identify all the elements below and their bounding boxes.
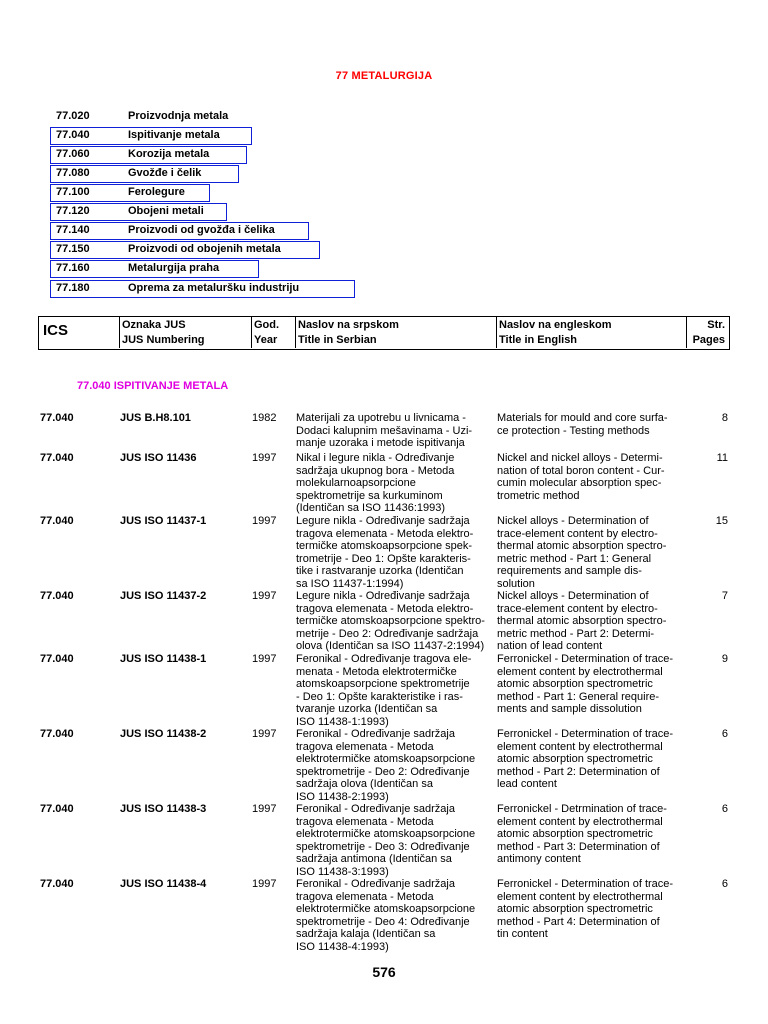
toc-item[interactable] bbox=[0, 184, 768, 202]
ics-code: 77.040 bbox=[40, 452, 74, 464]
toc-item[interactable] bbox=[0, 260, 768, 278]
title-english bbox=[497, 728, 692, 791]
title-english-line: Ferronickel - Determination of trace- bbox=[497, 878, 674, 890]
title-serbian bbox=[296, 878, 491, 953]
page-count: 6 bbox=[721, 728, 728, 740]
year: 1997 bbox=[252, 653, 277, 665]
title-serbian-line: elektrotermičke atomskoapsorpcione bbox=[296, 828, 476, 840]
title-serbian-line: trometrije - Deo 1: Opšte karakteris- bbox=[296, 552, 471, 565]
title-english-line: Nickel alloys - Determination of bbox=[497, 590, 649, 602]
title-serbian-line: spektrometrije - Deo 3: Određivanje bbox=[296, 840, 470, 853]
title-english-line: Nickel and nickel alloys - Determi- bbox=[497, 452, 663, 464]
title-serbian-line: Feronikal - Određivanje tragova ele- bbox=[296, 653, 472, 665]
toc-item[interactable] bbox=[0, 146, 768, 164]
page-count: 6 bbox=[721, 878, 728, 890]
toc-code: 77.080 bbox=[56, 167, 90, 179]
toc-item bbox=[0, 108, 768, 126]
title-english-line: solution bbox=[497, 577, 535, 590]
page-count: 7 bbox=[721, 590, 728, 602]
title-english-line: method - Part 4: Determination of bbox=[497, 915, 660, 928]
toc-item[interactable] bbox=[0, 241, 768, 259]
jus-number: JUS ISO 11438-3 bbox=[120, 803, 207, 815]
title-english-line: metric method - Part 1: General bbox=[497, 552, 652, 565]
year: 1997 bbox=[252, 803, 277, 815]
page-count: 11 bbox=[716, 452, 728, 464]
table-header bbox=[38, 316, 730, 350]
title-serbian-line: ISO 11438-1:1993) bbox=[296, 715, 389, 728]
ics-code: 77.040 bbox=[40, 590, 74, 602]
title-english-line: atomic absorption spectrometric bbox=[497, 903, 653, 915]
page-count: 6 bbox=[721, 803, 728, 815]
title-english-line: thermal atomic absorption spectro- bbox=[497, 615, 667, 627]
title-serbian-line: tike i rastvaranje uzorka (Identičan bbox=[296, 565, 464, 577]
page-count: 8 bbox=[721, 412, 728, 424]
title-english-line: trace-element content by electro- bbox=[497, 527, 658, 540]
title-serbian-line: tragova elemenata - Metoda elektro- bbox=[296, 527, 474, 540]
toc-item[interactable] bbox=[0, 203, 768, 221]
title-serbian-line: manje uzoraka i metode ispitivanja bbox=[296, 437, 465, 449]
ics-code: 77.040 bbox=[40, 653, 74, 665]
toc-name: Ispitivanje metala bbox=[128, 129, 220, 141]
title-serbian-line: spektrometrije sa kurkuminom bbox=[296, 489, 443, 502]
title-english-line: cumin molecular absorption spec- bbox=[497, 477, 662, 489]
toc-name: Proizvodnja metala bbox=[128, 110, 229, 122]
title-english bbox=[497, 412, 692, 437]
title-serbian-line: Feronikal - Određivanje sadržaja bbox=[296, 728, 455, 740]
title-serbian-line: olova (Identičan sa ISO 11437-2:1994) bbox=[296, 640, 485, 652]
title-serbian bbox=[296, 728, 491, 803]
title-english-line: method - Part 2: Determination of bbox=[497, 765, 660, 778]
title-english-line: nation of total boron content - Cur- bbox=[497, 464, 665, 477]
title-english-line: Nickel alloys - Determination of bbox=[497, 515, 649, 527]
header-year bbox=[251, 317, 295, 348]
title-serbian-line: spektrometrije - Deo 2: Određivanje bbox=[296, 765, 470, 778]
title-english-line: antimony content bbox=[497, 853, 581, 865]
document-title: 77 METALURGIJA bbox=[335, 70, 433, 82]
toc-code: 77.160 bbox=[56, 262, 90, 274]
toc-item[interactable] bbox=[0, 127, 768, 145]
title-serbian bbox=[296, 590, 491, 653]
page-number: 576 bbox=[372, 964, 396, 980]
toc-name: Korozija metala bbox=[128, 148, 210, 160]
title-serbian-line: elektrotermičke atomskoapsorpcione bbox=[296, 903, 476, 915]
jus-number: JUS ISO 11438-1 bbox=[120, 653, 207, 665]
title-english-line: ments and sample dissolution bbox=[497, 703, 642, 715]
title-serbian-line: Materijali za upotrebu u livnicama - bbox=[296, 412, 466, 424]
header-ics: ICS bbox=[43, 322, 69, 339]
title-serbian-line: spektrometrije - Deo 4: Određivanje bbox=[296, 915, 470, 928]
title-serbian-line: termičke atomskoapsorpcione spektro- bbox=[296, 615, 485, 627]
title-serbian-line: - Deo 1: Opšte karakteristike i ras- bbox=[296, 690, 463, 703]
year: 1997 bbox=[252, 515, 277, 527]
title-english-line: element content by electrothermal bbox=[497, 740, 663, 753]
toc-name: Metalurgija praha bbox=[128, 262, 220, 274]
header-title-en-sr: Naslov na engleskom bbox=[499, 319, 612, 331]
title-english-line: Ferronickel - Determination of trace- bbox=[497, 728, 674, 740]
header-pages-sr: Str. bbox=[707, 319, 725, 331]
year: 1997 bbox=[252, 452, 277, 464]
title-english bbox=[497, 653, 692, 716]
page-count: 9 bbox=[721, 653, 728, 665]
year: 1997 bbox=[252, 590, 277, 602]
title-serbian-line: termičke atomskoapsorpcione spek- bbox=[296, 540, 473, 552]
toc-name: Oprema za metaluršku industriju bbox=[128, 282, 300, 294]
title-serbian-line: sa ISO 11437-1:1994) bbox=[296, 577, 404, 590]
toc-name: Proizvodi od obojenih metala bbox=[128, 243, 281, 255]
jus-number: JUS ISO 11437-1 bbox=[120, 515, 207, 527]
header-title-sr-sr: Naslov na srpskom bbox=[298, 319, 399, 331]
header-year-sr: God. bbox=[254, 319, 280, 331]
toc-code: 77.140 bbox=[56, 224, 90, 236]
header-jus-en: JUS Numbering bbox=[122, 334, 205, 346]
title-english-line: Ferronickel - Determination of trace- bbox=[497, 653, 674, 665]
title-english-line: requirements and sample dis- bbox=[497, 565, 642, 577]
title-serbian-line: tragova elemenata - Metoda bbox=[296, 890, 434, 903]
title-english-line: element content by electrothermal bbox=[497, 665, 663, 678]
title-serbian-line: Nikal i legure nikla - Određivanje bbox=[296, 452, 455, 464]
title-serbian-line: molekularnoapsorpcione bbox=[296, 477, 416, 489]
title-english bbox=[497, 590, 692, 653]
toc-item[interactable] bbox=[0, 280, 768, 298]
title-serbian-line: sadržaja kalaja (Identičan sa bbox=[296, 928, 436, 940]
title-serbian bbox=[296, 452, 491, 515]
toc-code: 77.150 bbox=[56, 243, 90, 255]
toc-name: Gvožđe i čelik bbox=[128, 167, 202, 179]
title-serbian-line: ISO 11438-4:1993) bbox=[296, 940, 389, 953]
toc-code: 77.060 bbox=[56, 148, 90, 160]
title-english-line: trace-element content by electro- bbox=[497, 602, 658, 615]
header-title-english bbox=[496, 317, 686, 348]
title-english-line: tin content bbox=[497, 928, 548, 940]
toc-code: 77.180 bbox=[56, 282, 90, 294]
title-serbian-line: tvaranje uzorka (Identičan sa bbox=[296, 703, 438, 715]
toc-code: 77.020 bbox=[56, 110, 90, 122]
jus-number: JUS ISO 11438-4 bbox=[120, 878, 207, 890]
title-english-line: nation of lead content bbox=[497, 640, 603, 652]
toc-code: 77.040 bbox=[56, 129, 90, 141]
title-serbian-line: metrije - Deo 2: Određivanje sadržaja bbox=[296, 627, 479, 640]
title-english-line: lead content bbox=[497, 778, 557, 790]
jus-number: JUS ISO 11437-2 bbox=[120, 590, 207, 602]
title-serbian-line: menata - Metoda elektrotermičke bbox=[296, 665, 457, 678]
header-year-en: Year bbox=[254, 334, 278, 346]
toc-name: Proizvodi od gvožđa i čelika bbox=[128, 224, 275, 236]
header-pages-en: Pages bbox=[692, 334, 725, 346]
title-serbian-line: tragova elemenata - Metoda bbox=[296, 815, 434, 828]
title-english-line: atomic absorption spectrometric bbox=[497, 678, 653, 690]
title-serbian-line: (Identičan sa ISO 11436:1993) bbox=[296, 502, 446, 514]
title-english bbox=[497, 803, 692, 866]
ics-code: 77.040 bbox=[40, 878, 74, 890]
header-pages bbox=[686, 317, 728, 348]
header-title-serbian bbox=[295, 317, 496, 348]
ics-code: 77.040 bbox=[40, 728, 74, 740]
page-count: 15 bbox=[715, 515, 728, 527]
title-serbian-line: tragova elemenata - Metoda elektro- bbox=[296, 602, 474, 615]
ics-code: 77.040 bbox=[40, 515, 74, 527]
toc-code: 77.120 bbox=[56, 205, 90, 217]
title-serbian-line: Feronikal - Određivanje sadržaja bbox=[296, 878, 455, 890]
title-english-line: element content by electrothermal bbox=[497, 890, 663, 903]
title-serbian-line: ISO 11438-2:1993) bbox=[296, 790, 389, 803]
year: 1982 bbox=[252, 412, 277, 424]
title-serbian-line: Dodaci kalupnim mešavinama - Uzi- bbox=[296, 424, 473, 437]
header-jus bbox=[119, 317, 251, 348]
title-english bbox=[497, 515, 692, 590]
title-english-line: Ferronickel - Detrmination of trace- bbox=[497, 803, 667, 815]
toc-name: Ferolegure bbox=[128, 186, 185, 198]
title-english-line: element content by electrothermal bbox=[497, 815, 663, 828]
title-english-line: method - Part 3: Determination of bbox=[497, 840, 660, 853]
title-serbian-line: sadržaja olova (Identičan sa bbox=[296, 778, 433, 790]
title-serbian-line: Legure nikla - Određivanje sadržaja bbox=[296, 515, 470, 527]
title-english bbox=[497, 452, 692, 502]
jus-number: JUS B.H8.101 bbox=[120, 412, 191, 424]
title-serbian-line: tragova elemenata - Metoda bbox=[296, 740, 434, 753]
title-serbian-line: ISO 11438-3:1993) bbox=[296, 865, 389, 878]
title-english-line: method - Part 1: General require- bbox=[497, 690, 660, 703]
header-title-sr-en: Title in Serbian bbox=[298, 334, 377, 346]
title-serbian bbox=[296, 515, 491, 590]
title-serbian-line: atomskoapsorpcione spektrometrije bbox=[296, 678, 470, 690]
year: 1997 bbox=[252, 878, 277, 890]
section-heading: 77.040 ISPITIVANJE METALA bbox=[77, 380, 229, 392]
jus-number: JUS ISO 11438-2 bbox=[120, 728, 207, 740]
year: 1997 bbox=[252, 728, 277, 740]
title-english-line: atomic absorption spectrometric bbox=[497, 828, 653, 840]
title-serbian-line: Legure nikla - Određivanje sadržaja bbox=[296, 590, 470, 602]
ics-code: 77.040 bbox=[40, 803, 74, 815]
title-serbian-line: Feronikal - Određivanje sadržaja bbox=[296, 803, 455, 815]
title-serbian-line: sadržaja antimona (Identičan sa bbox=[296, 853, 452, 865]
jus-number: JUS ISO 11436 bbox=[120, 452, 197, 464]
title-english-line: ce protection - Testing methods bbox=[497, 424, 650, 437]
title-english-line: metric method - Part 2: Determi- bbox=[497, 627, 655, 640]
title-serbian bbox=[296, 803, 491, 878]
header-jus-sr: Oznaka JUS bbox=[122, 319, 186, 331]
header-title-en-en: Title in English bbox=[499, 334, 578, 346]
title-english bbox=[497, 878, 692, 941]
title-serbian bbox=[296, 412, 491, 450]
title-english-line: Materials for mould and core surfa- bbox=[497, 412, 668, 424]
title-english-line: atomic absorption spectrometric bbox=[497, 753, 653, 765]
toc-code: 77.100 bbox=[56, 186, 90, 198]
toc-name: Obojeni metali bbox=[128, 205, 204, 217]
title-serbian-line: elektrotermičke atomskoapsorpcione bbox=[296, 753, 476, 765]
title-english-line: trometric method bbox=[497, 489, 580, 502]
toc-item[interactable] bbox=[0, 222, 768, 240]
title-serbian bbox=[296, 653, 491, 728]
toc-item[interactable] bbox=[0, 165, 768, 183]
ics-code: 77.040 bbox=[40, 412, 74, 424]
title-serbian-line: sadržaja ukupnog bora - Metoda bbox=[296, 464, 455, 477]
title-english-line: thermal atomic absorption spectro- bbox=[497, 540, 667, 552]
